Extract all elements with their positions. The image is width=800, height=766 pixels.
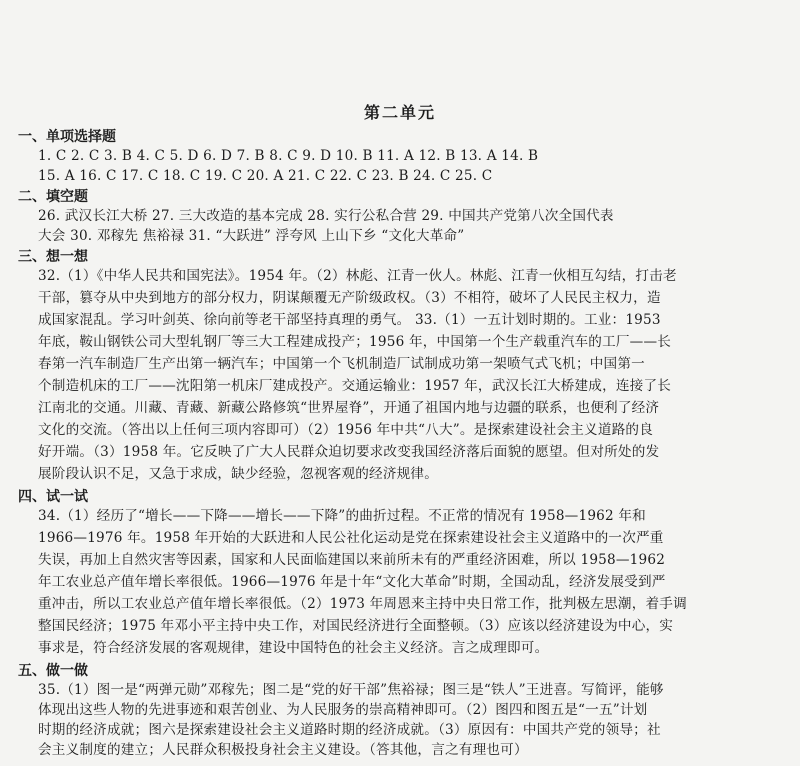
answer-line: 展阶段认识不足，又急于求成，缺少经验，忽视客观的经济规律。	[38, 466, 439, 482]
answer-line: 事求是，符合经济发展的客观规律，建设中国特色的社会主义经济。言之成理即可。	[38, 640, 549, 656]
answer-line: 好开端。（3）1958 年。它反映了广大人民群众迫切要求改变我国经济落后面貌的愿望。但对所处的发	[38, 444, 660, 460]
answer-line: 时期的经济成就；图六是探索建设社会主义道路时期的经济成就。（3）原因有：中国共产党的领导；社	[38, 722, 661, 738]
answer-line: 15. A 16. C 17. C 18. C 19. C 20. A 21. C 22. C 23. B 24. C 25. C	[38, 168, 493, 184]
section-heading-try: 四、试一试	[18, 489, 88, 505]
answer-line: 重冲击，所以工农业总产值年增长率很低。（2）1973 年周恩来主持中央日常工作，批判极左思潮，着手调	[38, 596, 687, 612]
answer-line: 年工农业总产值年增长率很低。1966—1976 年是十年“文化大革命”时期，全国动乱，经济发展受到严	[38, 574, 666, 590]
section-heading-fill: 二、填空题	[18, 189, 88, 205]
answer-line: 失误，再加上自然灾害等因素，国家和人民面临建国以来前所未有的严重经济困难，所以 1958—1962	[38, 552, 666, 568]
unit-title: 第二单元	[363, 103, 436, 122]
answer-line: 大会 30. 邓稼先 焦裕禄 31. “大跃进” 浮夸风 上山下乡 “文化大革命”	[38, 228, 465, 244]
answer-line: 文化的交流。（答出以上任何三项内容即可）（2）1956 年中共“八大”。是探索建设社会主义道路的良	[38, 422, 654, 438]
answer-line: 1966—1976 年。1958 年开始的大跃进和人民公社化运动是党在探索建设社会主义道路中的一次严重	[38, 530, 664, 546]
answer-line: 春第一汽车制造厂生产出第一辆汽车；中国第一个飞机制造厂试制成功第一架喷气式飞机；中国第一	[38, 356, 645, 372]
answer-line: 26. 武汉长江大桥 27. 三大改造的基本完成 28. 实行公私合营 29. 中国共产党第八次全国代表	[38, 208, 614, 224]
answer-line: 会主义制度的建立；人民群众积极投身社会主义建设。（答其他，言之有理也可）	[38, 742, 528, 758]
section-heading-think: 三、想一想	[18, 249, 88, 265]
answer-line: 1. C 2. C 3. B 4. C 5. D 6. D 7. B 8. C 9. D 10. B 11. A 12. B 13. A 14. B	[38, 148, 539, 164]
answer-line: 江南北的交通。川藏、青藏、新藏公路修筑“世界屋脊”，开通了祖国内地与边疆的联系，也便利了经济	[38, 400, 660, 416]
answer-line: 34.（1）经历了“增长——下降——增长——下降”的曲折过程。不正常的情况有 1958—1962 年和	[38, 508, 646, 524]
answer-line: 成国家混乱。学习叶剑英、徐向前等老干部坚持真理的勇气。 33.（1）一五计划时期的。工业：1953	[38, 312, 661, 328]
answer-line: 个制造机床的工厂——沈阳第一机床厂建成投产。交通运输业：1957 年，武汉长江大桥建成，连接了长	[38, 378, 672, 394]
answer-line: 35.（1）图一是“两弹元勋”邓稼先；图二是“党的好干部”焦裕禄；图三是“铁人”王进喜。写简评，能够	[38, 682, 664, 698]
answer-line: 干部，篡夺从中央到地方的部分权力，阴谋颠覆无产阶级政权。（3）不相符，破坏了人民民主权力，造	[38, 290, 661, 306]
section-heading-do: 五、做一做	[18, 663, 88, 679]
answer-line: 32.（1）《中华人民共和国宪法》。1954 年。（2）林彪、江青一伙人。林彪、江青一伙相互勾结，打击老	[38, 268, 677, 284]
answer-line: 体现出这些人物的先进事迹和艰苦创业、为人民服务的崇高精神即可。（2）图四和图五是“一五”计划	[38, 702, 648, 718]
answer-line: 整国民经济；1975 年邓小平主持中央工作，对国民经济进行全面整顿。（3）应该以经济建设为中心，实	[38, 618, 674, 634]
answer-line: 年底，鞍山钢铁公司大型轧钢厂等三大工程建成投产；1956 年，中国第一个生产载重汽车的工厂——长	[38, 334, 672, 350]
section-heading-choice: 一、单项选择题	[18, 129, 116, 145]
